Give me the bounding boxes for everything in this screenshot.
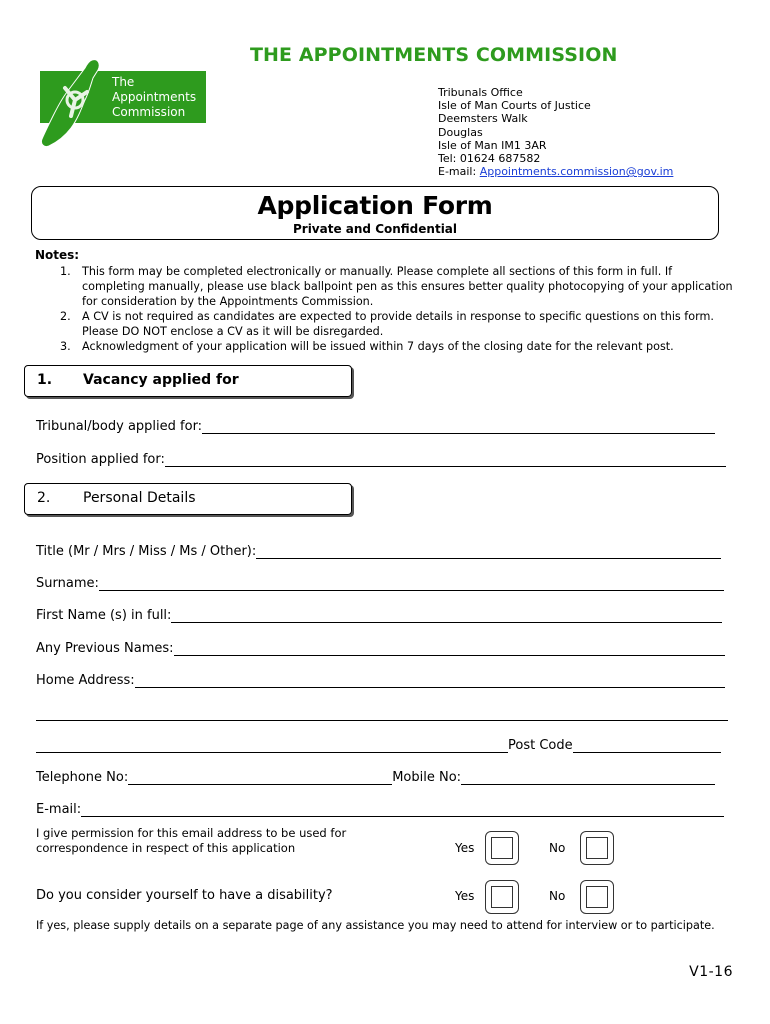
email-field-label: E-mail: <box>36 802 82 817</box>
notes-heading: Notes: <box>35 248 80 262</box>
email-field[interactable] <box>81 802 724 817</box>
address-line: Deemsters Walk <box>438 112 528 126</box>
surname-label: Surname: <box>36 576 99 591</box>
checkbox-square-icon <box>586 886 608 908</box>
home-address-label: Home Address: <box>36 673 135 688</box>
disability-yes-checkbox[interactable] <box>485 880 519 914</box>
disability-note: If yes, please supply details on a separate page of any assistance you may need to attend for interview or to participate. <box>36 919 715 932</box>
title-field[interactable] <box>256 544 721 559</box>
permission-yes-label: Yes <box>455 841 475 855</box>
commission-logo <box>35 58 207 148</box>
permission-yes-checkbox[interactable] <box>485 831 519 865</box>
email-link[interactable]: Appointments.commission@gov.im <box>479 165 674 179</box>
notes-list <box>35 264 735 354</box>
form-title: Application Form <box>257 191 493 220</box>
post-code-row <box>36 733 726 753</box>
checkbox-square-icon <box>491 837 513 859</box>
disability-no-checkbox[interactable] <box>580 880 614 914</box>
note-text: This form may be completed electronically or manually. Please complete all sections of this form in full. If completing manually, please use black ballpoint pen as this ensures better quality photocopying of your application for consideration by the Appointments Commission. <box>82 265 733 308</box>
title-row <box>36 539 730 559</box>
previous-names-row <box>36 636 726 656</box>
logo-text-line: Appointments <box>112 90 197 104</box>
address-line: Tel: 01624 687582 <box>438 152 541 166</box>
note-item <box>35 339 735 354</box>
telephone-label: Telephone No: <box>36 770 129 785</box>
email-permission-question: I give permission for this email address to be used for correspondence in respect of this application <box>36 826 347 855</box>
disability-no-label: No <box>549 889 566 903</box>
logo-text-line: Commission <box>112 105 186 119</box>
address-line: Isle of Man Courts of Justice <box>438 99 591 113</box>
email-line <box>438 165 673 178</box>
note-number: 3. <box>60 340 71 353</box>
note-text: Acknowledgment of your application will be issued within 7 days of the closing date for the relevant post. <box>82 340 674 353</box>
surname-field[interactable] <box>99 576 724 591</box>
section-header-personal <box>24 483 352 515</box>
position-row <box>36 447 726 467</box>
office-address <box>438 86 673 178</box>
first-name-field[interactable] <box>171 608 722 623</box>
surname-row <box>36 571 724 591</box>
first-name-label: First Name (s) in full: <box>36 608 172 623</box>
address-line: Isle of Man IM1 3AR <box>438 138 547 152</box>
disability-question: Do you consider yourself to have a disability? <box>36 888 333 903</box>
home-address-field-line-3[interactable] <box>36 738 508 753</box>
section-number: 2. <box>37 490 51 506</box>
permission-no-label: No <box>549 841 566 855</box>
address-line: Douglas <box>438 125 483 139</box>
tribunal-row <box>36 414 718 434</box>
email-row <box>36 797 730 817</box>
address-line: Tribunals Office <box>438 86 523 99</box>
tribunal-label: Tribunal/body applied for: <box>36 419 203 434</box>
post-code-label: Post Code <box>508 738 573 753</box>
telephone-field[interactable] <box>128 770 392 785</box>
checkbox-square-icon <box>491 886 513 908</box>
note-item <box>35 309 735 339</box>
mobile-field[interactable] <box>461 770 715 785</box>
note-item <box>35 264 735 309</box>
title-label: Title (Mr / Mrs / Miss / Ms / Other): <box>36 544 257 559</box>
section-title: Vacancy applied for <box>83 372 239 388</box>
form-title-box <box>31 186 719 240</box>
note-number: 1. <box>60 265 71 278</box>
position-field[interactable] <box>165 452 726 467</box>
home-address-row <box>36 668 727 688</box>
first-name-row <box>36 603 726 623</box>
post-code-field[interactable] <box>573 738 721 753</box>
note-text: A CV is not required as candidates are expected to provide details in response to specific questions on this form. Please DO NOT enclose a CV as it will be disregarded. <box>82 310 714 338</box>
email-label: E-mail: <box>438 165 480 179</box>
version-label: V1-16 <box>689 964 733 980</box>
previous-names-field[interactable] <box>174 641 725 656</box>
form-subtitle: Private and Confidential <box>292 222 458 236</box>
note-number: 2. <box>60 310 71 323</box>
permission-no-checkbox[interactable] <box>580 831 614 865</box>
home-address-row-2 <box>36 701 728 721</box>
tribunal-field[interactable] <box>202 419 715 434</box>
logo-text-line: The <box>112 75 135 89</box>
disability-yes-label: Yes <box>455 889 475 903</box>
section-number: 1. <box>37 372 53 388</box>
section-title: Personal Details <box>83 490 196 506</box>
checkbox-square-icon <box>586 837 608 859</box>
position-label: Position applied for: <box>36 452 165 467</box>
section-header-vacancy <box>24 365 352 397</box>
phone-row <box>36 765 730 785</box>
mobile-label: Mobile No: <box>392 770 462 785</box>
home-address-field[interactable] <box>135 673 725 688</box>
previous-names-label: Any Previous Names: <box>36 641 174 656</box>
home-address-field-line-2[interactable] <box>36 706 728 721</box>
organisation-title: THE APPOINTMENTS COMMISSION <box>250 44 618 66</box>
